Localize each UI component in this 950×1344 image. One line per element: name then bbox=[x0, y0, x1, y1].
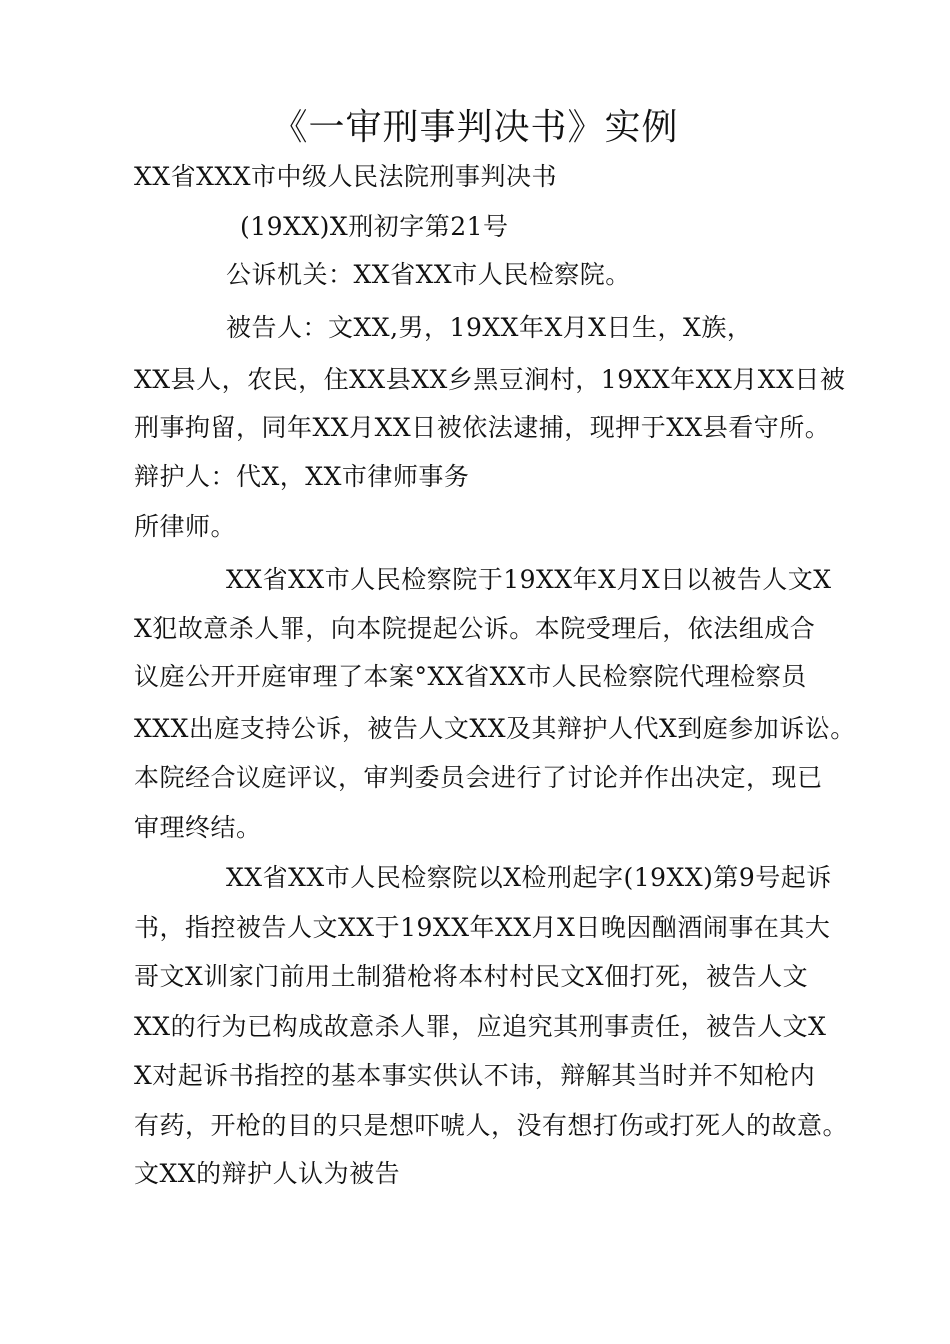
paragraph-line: 审理终结。 bbox=[134, 813, 262, 842]
paragraph-line: XX省XX市人民检察院于19XX年X月X日以被告人文X bbox=[226, 565, 832, 594]
prosecution-line: 公诉机关：XX省XX市人民检察院。 bbox=[226, 260, 631, 289]
document-title: 《一审刑事判决书》实例 bbox=[271, 107, 679, 148]
paragraph-line: X对起诉书指控的基本事实供认不讳，辩解其当时并不知枪内 bbox=[134, 1061, 816, 1090]
paragraph-line: 哥文X训家门前用土制猎枪将本村村民文X佃打死，被告人文 bbox=[134, 962, 809, 991]
paragraph-line: XXX出庭支持公诉，被告人文XX及其辩护人代X到庭参加诉讼。 bbox=[134, 714, 856, 743]
paragraph-line: 刑事拘留，同年XX月XX日被依法逮捕，现押于XX县看守所。 bbox=[134, 413, 831, 442]
paragraph-line: X犯故意杀人罪，向本院提起公诉。本院受理后，依法组成合 bbox=[134, 614, 816, 643]
defender-line: 辩护人：代X，XX市律师事务 bbox=[134, 462, 470, 491]
defendant-line: 被告人：文XX,男，19XX年X月X日生，X族， bbox=[226, 313, 753, 342]
paragraph-line: 所律师。 bbox=[134, 512, 237, 541]
paragraph-line: XX省XX市人民检察院以X检刑起字(19XX)第9号起诉 bbox=[226, 863, 832, 892]
paragraph-line: XX县人，农民，住XX县XX乡黑豆涧村，19XX年XX月XX日被 bbox=[134, 365, 846, 394]
court-name-line: XX省XXX市中级人民法院刑事判决书 bbox=[134, 162, 557, 191]
paragraph-line: 文XX的辩护人认为被告 bbox=[134, 1159, 401, 1188]
paragraph-line: 书，指控被告人文XX于19XX年XX月X日晚因酗酒闹事在其大 bbox=[134, 913, 831, 942]
paragraph-line: 议庭公开开庭审理了本案°XX省XX市人民检察院代理检察员 bbox=[134, 662, 807, 691]
paragraph-line: 有药，开枪的目的只是想吓唬人，没有想打伤或打死人的故意。 bbox=[134, 1111, 849, 1140]
paragraph-line: 本院经合议庭评议，审判委员会进行了讨论并作出决定，现已 bbox=[134, 763, 823, 792]
paragraph-line: XX的行为已构成故意杀人罪，应追究其刑事责任，被告人文X bbox=[134, 1012, 827, 1041]
case-number-line: (19XX)X刑初字第21号 bbox=[240, 212, 509, 241]
